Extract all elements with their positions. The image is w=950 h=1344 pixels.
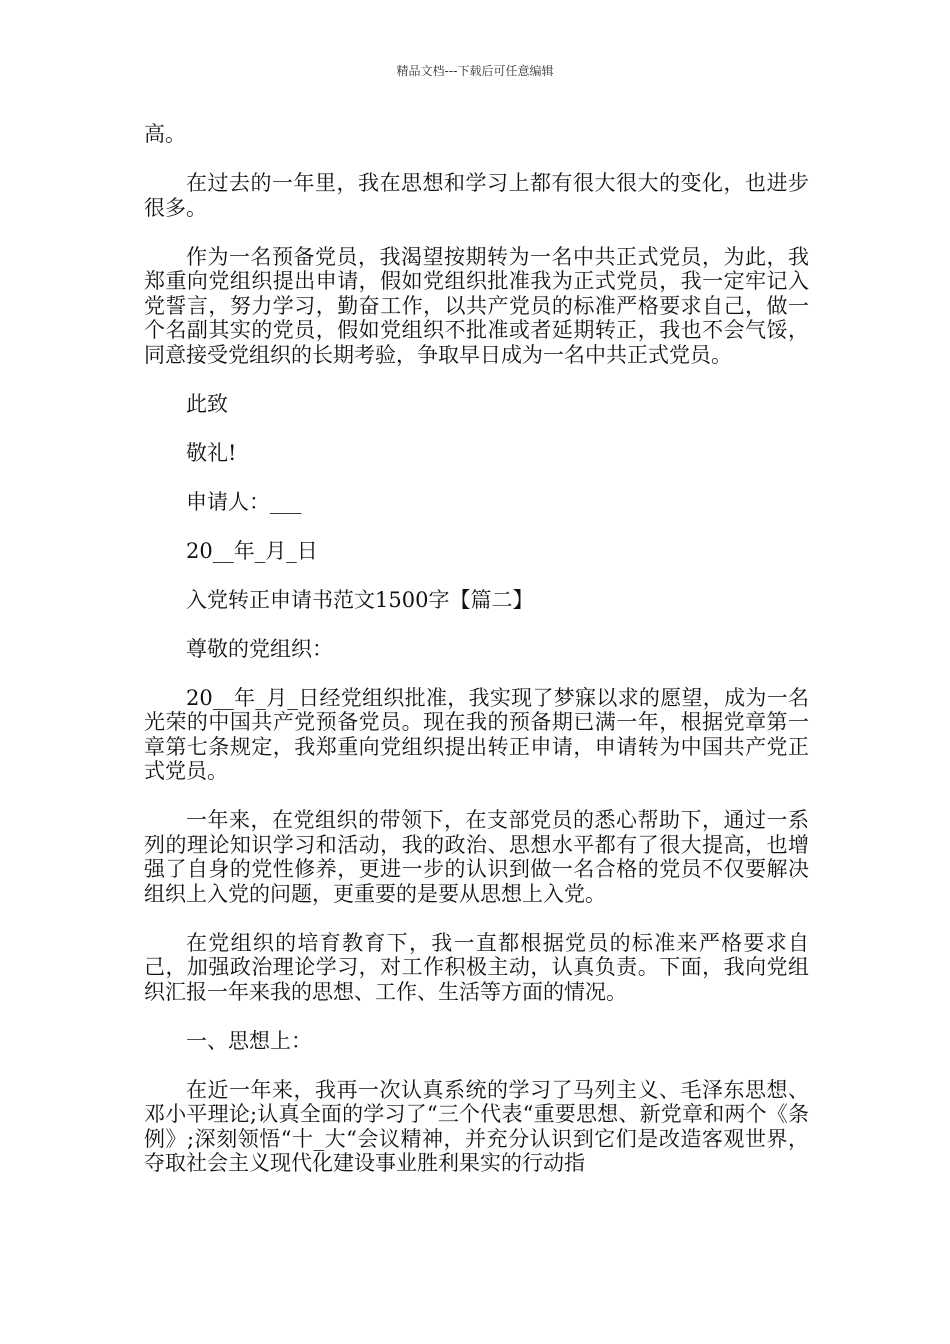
- paragraph: 20__年_月_日经党组织批准，我实现了梦寐以求的愿望，成为一名光荣的中国共产党预备党员。现在我的预备期已满一年，根据党章第一章第七条规定，我郑重向党组织提出转正申请，申请转为中国共产党正式党员。: [144, 685, 809, 783]
- paragraph: 在过去的一年里，我在思想和学习上都有很大很大的变化，也进步很多。: [144, 171, 809, 220]
- paragraph: 申请人：___: [186, 489, 302, 514]
- page-header: 精品文档---下载后可任意编辑: [396, 64, 554, 78]
- paragraph: 高。: [144, 122, 186, 146]
- paragraph: 此致: [186, 391, 228, 416]
- paragraph: 一、思想上：: [186, 1028, 312, 1053]
- paragraph: 在近一年来，我再一次认真系统的学习了马列主义、毛泽东思想、邓小平理论;认真全面的学习了“三个代表“重要思想、新党章和两个《条例》;深刻领悟“十_大“会议精神，并充分认识到它们是改造客观世界，夺取社会主义现代化建设事业胜利果实的行动指: [144, 1077, 809, 1175]
- paragraph: 敬礼!: [186, 440, 237, 465]
- paragraph: 20__年_月_日: [186, 538, 318, 563]
- paragraph: 作为一名预备党员，我渴望按期转为一名中共正式党员，为此，我郑重向党组织提出申请，假如党组织批准我为正式党员，我一定牢记入党誓言，努力学习，勤奋工作，以共产党员的标准严格要求自己，做一个名副其实的党员，假如党组织不批准或者延期转正，我也不会气馁，同意接受党组织的长期考验，争取早日成为一名中共正式党员。: [144, 244, 809, 367]
- paragraph: 在党组织的培育教育下，我一直都根据党员的标准来严格要求自己，加强政治理论学习，对工作积极主动，认真负责。下面，我向党组织汇报一年来我的思想、工作、生活等方面的情况。: [144, 930, 809, 1004]
- paragraph: 尊敬的党组织：: [186, 636, 333, 661]
- document-body: [144, 122, 809, 1200]
- paragraph: 入党转正申请书范文1500字【篇二】: [186, 587, 534, 612]
- paragraph: 一年来，在党组织的带领下，在支部党员的悉心帮助下，通过一系列的理论知识学习和活动，我的政治、思想水平都有了很大提高，也增强了自身的党性修养，更进一步的认识到做一名合格的党员不仅要解决组织上入党的问题，更重要的是要从思想上入党。: [144, 808, 809, 906]
